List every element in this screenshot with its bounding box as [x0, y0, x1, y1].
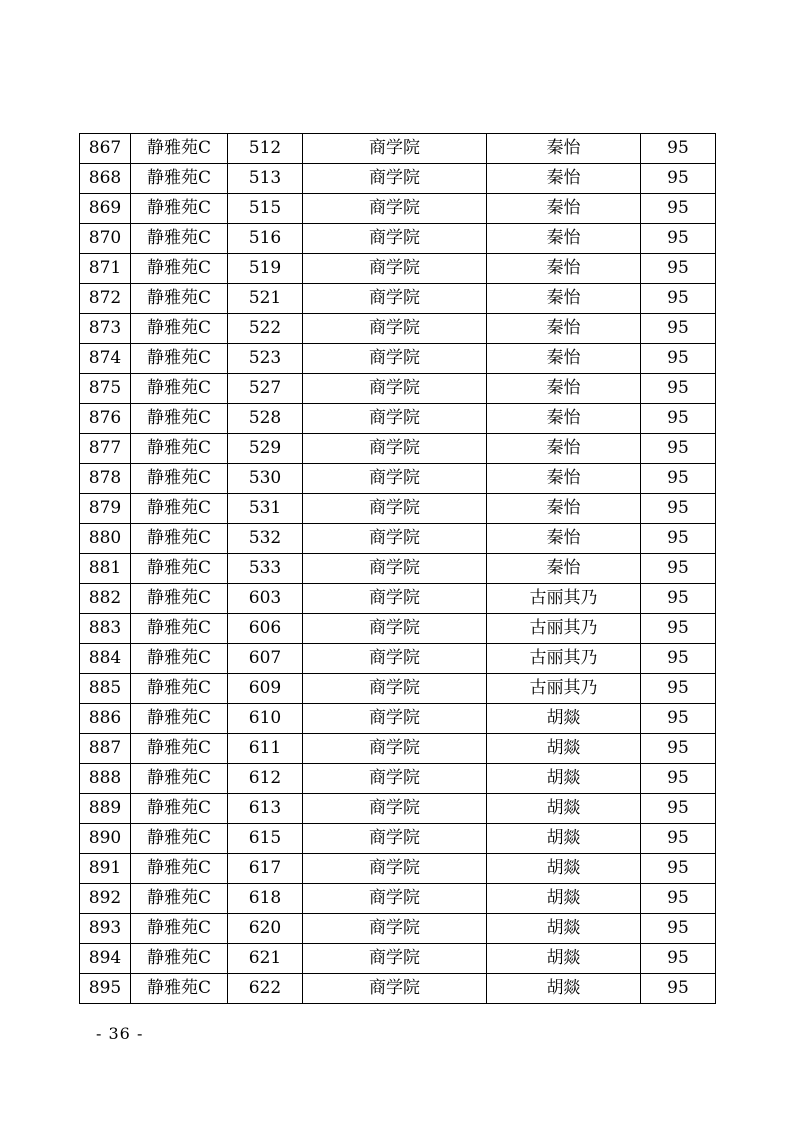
table-row: [80, 464, 716, 494]
row-number-cell: 878: [80, 464, 131, 494]
table-row: [80, 854, 716, 884]
college-cell: 商学院: [303, 854, 487, 884]
row-number-cell: 872: [80, 284, 131, 314]
score-cell: 95: [641, 644, 716, 674]
score-cell: 95: [641, 194, 716, 224]
row-number-cell: 867: [80, 134, 131, 164]
person-cell: 胡燚: [487, 944, 641, 974]
table-row: [80, 584, 716, 614]
person-cell: 秦怡: [487, 374, 641, 404]
room-number-cell: 615: [228, 824, 303, 854]
person-cell: 胡燚: [487, 764, 641, 794]
row-number-cell: 888: [80, 764, 131, 794]
table-row: [80, 884, 716, 914]
score-cell: 95: [641, 284, 716, 314]
building-cell: 静雅苑C: [131, 794, 228, 824]
row-number-cell: 883: [80, 614, 131, 644]
table-row: [80, 644, 716, 674]
room-number-cell: 529: [228, 434, 303, 464]
row-number-cell: 884: [80, 644, 131, 674]
building-cell: 静雅苑C: [131, 524, 228, 554]
building-cell: 静雅苑C: [131, 584, 228, 614]
college-cell: 商学院: [303, 434, 487, 464]
score-cell: 95: [641, 464, 716, 494]
room-number-cell: 532: [228, 524, 303, 554]
building-cell: 静雅苑C: [131, 254, 228, 284]
building-cell: 静雅苑C: [131, 614, 228, 644]
building-cell: 静雅苑C: [131, 944, 228, 974]
building-cell: 静雅苑C: [131, 914, 228, 944]
room-number-cell: 621: [228, 944, 303, 974]
score-cell: 95: [641, 614, 716, 644]
college-cell: 商学院: [303, 644, 487, 674]
building-cell: 静雅苑C: [131, 494, 228, 524]
person-cell: 秦怡: [487, 344, 641, 374]
score-cell: 95: [641, 404, 716, 434]
score-cell: 95: [641, 824, 716, 854]
college-cell: 商学院: [303, 824, 487, 854]
score-cell: 95: [641, 944, 716, 974]
row-number-cell: 875: [80, 374, 131, 404]
building-cell: 静雅苑C: [131, 824, 228, 854]
college-cell: 商学院: [303, 584, 487, 614]
person-cell: 古丽其乃: [487, 674, 641, 704]
row-number-cell: 893: [80, 914, 131, 944]
score-cell: 95: [641, 314, 716, 344]
table-row: [80, 254, 716, 284]
room-number-cell: 523: [228, 344, 303, 374]
row-number-cell: 895: [80, 974, 131, 1004]
table-row: [80, 974, 716, 1004]
college-cell: 商学院: [303, 224, 487, 254]
person-cell: 胡燚: [487, 854, 641, 884]
row-number-cell: 891: [80, 854, 131, 884]
college-cell: 商学院: [303, 554, 487, 584]
room-number-cell: 512: [228, 134, 303, 164]
person-cell: 秦怡: [487, 404, 641, 434]
person-cell: 胡燚: [487, 824, 641, 854]
score-cell: 95: [641, 374, 716, 404]
row-number-cell: 886: [80, 704, 131, 734]
room-number-cell: 613: [228, 794, 303, 824]
building-cell: 静雅苑C: [131, 644, 228, 674]
building-cell: 静雅苑C: [131, 464, 228, 494]
row-number-cell: 870: [80, 224, 131, 254]
row-number-cell: 877: [80, 434, 131, 464]
table-row: [80, 554, 716, 584]
page-number: - 36 -: [96, 1024, 144, 1043]
college-cell: 商学院: [303, 314, 487, 344]
table-row: [80, 524, 716, 554]
table-row: [80, 614, 716, 644]
room-number-cell: 620: [228, 914, 303, 944]
row-number-cell: 881: [80, 554, 131, 584]
score-cell: 95: [641, 764, 716, 794]
table-row: [80, 314, 716, 344]
person-cell: 秦怡: [487, 524, 641, 554]
room-number-cell: 519: [228, 254, 303, 284]
person-cell: 古丽其乃: [487, 614, 641, 644]
score-cell: 95: [641, 884, 716, 914]
person-cell: 秦怡: [487, 314, 641, 344]
college-cell: 商学院: [303, 284, 487, 314]
building-cell: 静雅苑C: [131, 854, 228, 884]
room-number-cell: 528: [228, 404, 303, 434]
room-number-cell: 531: [228, 494, 303, 524]
person-cell: 秦怡: [487, 164, 641, 194]
score-cell: 95: [641, 674, 716, 704]
row-number-cell: 880: [80, 524, 131, 554]
building-cell: 静雅苑C: [131, 764, 228, 794]
table-row: [80, 404, 716, 434]
score-cell: 95: [641, 554, 716, 584]
table-row: [80, 434, 716, 464]
college-cell: 商学院: [303, 764, 487, 794]
table-row: [80, 284, 716, 314]
person-cell: 秦怡: [487, 554, 641, 584]
building-cell: 静雅苑C: [131, 884, 228, 914]
person-cell: 秦怡: [487, 224, 641, 254]
building-cell: 静雅苑C: [131, 194, 228, 224]
room-number-cell: 607: [228, 644, 303, 674]
person-cell: 秦怡: [487, 194, 641, 224]
table-row: [80, 374, 716, 404]
score-cell: 95: [641, 914, 716, 944]
building-cell: 静雅苑C: [131, 554, 228, 584]
room-number-cell: 622: [228, 974, 303, 1004]
row-number-cell: 894: [80, 944, 131, 974]
table-row: [80, 794, 716, 824]
person-cell: 秦怡: [487, 254, 641, 284]
person-cell: 古丽其乃: [487, 584, 641, 614]
score-cell: 95: [641, 164, 716, 194]
score-cell: 95: [641, 854, 716, 884]
table-row: [80, 734, 716, 764]
college-cell: 商学院: [303, 464, 487, 494]
row-number-cell: 868: [80, 164, 131, 194]
building-cell: 静雅苑C: [131, 974, 228, 1004]
score-cell: 95: [641, 704, 716, 734]
college-cell: 商学院: [303, 524, 487, 554]
room-number-cell: 603: [228, 584, 303, 614]
person-cell: 秦怡: [487, 494, 641, 524]
college-cell: 商学院: [303, 404, 487, 434]
college-cell: 商学院: [303, 194, 487, 224]
score-cell: 95: [641, 494, 716, 524]
row-number-cell: 887: [80, 734, 131, 764]
table-row: [80, 824, 716, 854]
row-number-cell: 869: [80, 194, 131, 224]
row-number-cell: 882: [80, 584, 131, 614]
building-cell: 静雅苑C: [131, 704, 228, 734]
row-number-cell: 873: [80, 314, 131, 344]
college-cell: 商学院: [303, 134, 487, 164]
college-cell: 商学院: [303, 914, 487, 944]
room-number-cell: 516: [228, 224, 303, 254]
table-row: [80, 134, 716, 164]
table-row: [80, 704, 716, 734]
college-cell: 商学院: [303, 974, 487, 1004]
college-cell: 商学院: [303, 884, 487, 914]
college-cell: 商学院: [303, 794, 487, 824]
room-number-cell: 513: [228, 164, 303, 194]
row-number-cell: 885: [80, 674, 131, 704]
room-number-cell: 530: [228, 464, 303, 494]
college-cell: 商学院: [303, 674, 487, 704]
room-number-cell: 606: [228, 614, 303, 644]
room-number-cell: 521: [228, 284, 303, 314]
row-number-cell: 892: [80, 884, 131, 914]
college-cell: 商学院: [303, 614, 487, 644]
person-cell: 胡燚: [487, 974, 641, 1004]
score-cell: 95: [641, 794, 716, 824]
table-row: [80, 224, 716, 254]
building-cell: 静雅苑C: [131, 374, 228, 404]
score-cell: 95: [641, 134, 716, 164]
building-cell: 静雅苑C: [131, 134, 228, 164]
college-cell: 商学院: [303, 374, 487, 404]
score-cell: 95: [641, 224, 716, 254]
row-number-cell: 871: [80, 254, 131, 284]
score-cell: 95: [641, 584, 716, 614]
person-cell: 秦怡: [487, 134, 641, 164]
row-number-cell: 876: [80, 404, 131, 434]
table-row: [80, 674, 716, 704]
score-cell: 95: [641, 344, 716, 374]
room-number-cell: 617: [228, 854, 303, 884]
person-cell: 胡燚: [487, 794, 641, 824]
table-row: [80, 494, 716, 524]
table-row: [80, 764, 716, 794]
person-cell: 秦怡: [487, 434, 641, 464]
room-number-cell: 618: [228, 884, 303, 914]
score-cell: 95: [641, 524, 716, 554]
building-cell: 静雅苑C: [131, 284, 228, 314]
room-number-cell: 612: [228, 764, 303, 794]
person-cell: 秦怡: [487, 284, 641, 314]
building-cell: 静雅苑C: [131, 344, 228, 374]
row-number-cell: 889: [80, 794, 131, 824]
score-cell: 95: [641, 734, 716, 764]
person-cell: 胡燚: [487, 914, 641, 944]
table-body: [80, 134, 716, 1004]
person-cell: 胡燚: [487, 884, 641, 914]
score-cell: 95: [641, 974, 716, 1004]
building-cell: 静雅苑C: [131, 674, 228, 704]
score-cell: 95: [641, 254, 716, 284]
score-cell: 95: [641, 434, 716, 464]
room-number-cell: 610: [228, 704, 303, 734]
room-number-cell: 527: [228, 374, 303, 404]
room-number-cell: 533: [228, 554, 303, 584]
building-cell: 静雅苑C: [131, 164, 228, 194]
building-cell: 静雅苑C: [131, 734, 228, 764]
person-cell: 古丽其乃: [487, 644, 641, 674]
dormitory-score-table: [79, 133, 716, 1004]
building-cell: 静雅苑C: [131, 404, 228, 434]
building-cell: 静雅苑C: [131, 314, 228, 344]
table-row: [80, 944, 716, 974]
row-number-cell: 879: [80, 494, 131, 524]
building-cell: 静雅苑C: [131, 224, 228, 254]
table-row: [80, 914, 716, 944]
building-cell: 静雅苑C: [131, 434, 228, 464]
person-cell: 秦怡: [487, 464, 641, 494]
table-row: [80, 164, 716, 194]
person-cell: 胡燚: [487, 734, 641, 764]
college-cell: 商学院: [303, 734, 487, 764]
college-cell: 商学院: [303, 254, 487, 284]
table-row: [80, 344, 716, 374]
room-number-cell: 522: [228, 314, 303, 344]
college-cell: 商学院: [303, 944, 487, 974]
table-row: [80, 194, 716, 224]
room-number-cell: 611: [228, 734, 303, 764]
row-number-cell: 874: [80, 344, 131, 374]
college-cell: 商学院: [303, 344, 487, 374]
room-number-cell: 515: [228, 194, 303, 224]
row-number-cell: 890: [80, 824, 131, 854]
college-cell: 商学院: [303, 494, 487, 524]
room-number-cell: 609: [228, 674, 303, 704]
college-cell: 商学院: [303, 164, 487, 194]
person-cell: 胡燚: [487, 704, 641, 734]
college-cell: 商学院: [303, 704, 487, 734]
